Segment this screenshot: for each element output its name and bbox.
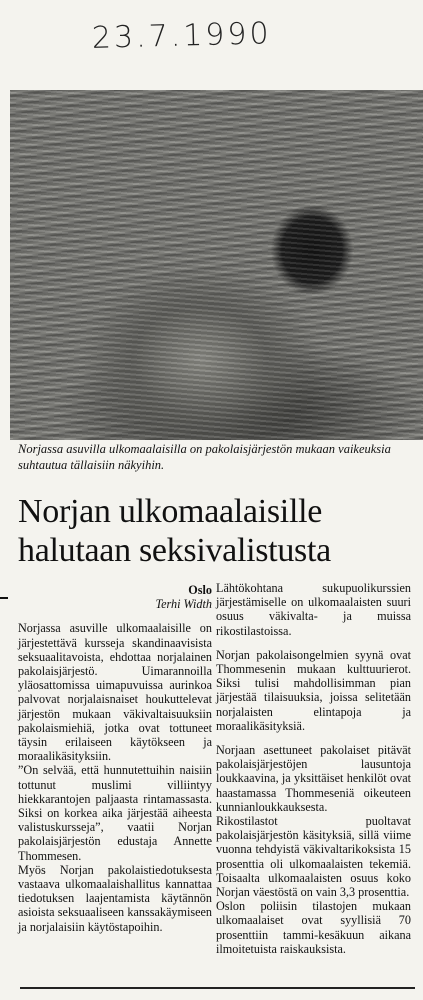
paragraph-right-1: Lähtökohtana sukupuolikurssien järjestämiselle on ulkomaalaisten suuri osuus väkivalta- ja muissa rikostilastoissa.: [216, 581, 411, 638]
article-headline: Norjan ulkomaalaisille halutaan seksivalistusta: [18, 493, 331, 569]
byline-place: Oslo: [188, 583, 212, 597]
paragraph-left-2: ”On selvää, että hunnutettuihin naisiin tottunut muslimi villiintyy hiekkarantojen paljaasta rintamassasta. Siksi on korkea aika järjestää aiheesta valistuskursseja”, vaatii Norjan pakolaisjärjestön edustaja Annette Thommesen.: [18, 763, 212, 863]
bottom-rule: [20, 987, 415, 989]
margin-rule: [0, 597, 8, 599]
photo-caption: Norjassa asuvilla ulkomaalaisilla on pakolaisjärjestön mukaan vaikeuksia suhtautua tällaisiin näkyihin.: [18, 442, 391, 472]
handwritten-date: 23.7.1990: [91, 16, 273, 56]
paragraph-right-5: Oslon poliisin tilastojen mukaan ulkomaalaiset ovat syyllisiä 70 prosenttiin tammi-kesäkuun aikana ilmoitetuista raiskauksista.: [216, 899, 411, 956]
swimmer-photo: [10, 90, 423, 440]
paragraph-right-2: Norjan pakolaisongelmien syynä ovat Thommesenin mukaan kulttuurierot. Siksi tulisi mahdollisimman pian järjestää tilaisuuksia, joissa selitetään norjalaisten elintapoja ja moraalikäsityksiä.: [216, 647, 411, 733]
article-column-left: [18, 583, 212, 934]
paragraph-left-3: Myös Norjan pakolaistiedotuksesta vastaava ulkomaalaishallitus kannattaa tiedotuksen laajentamista käytännön asioista seksuaaliseen kanssakäymiseen ja norjalaisiin käytöstapoihin.: [18, 862, 212, 934]
byline-author: Terhi Width: [155, 597, 212, 612]
paragraph-right-3: Norjaan asettuneet pakolaiset pitävät pakolaisjärjestöjen lausuntoja loukkaavina, ja yksittäiset henkilöt ovat haastamassa Thommeseniä oikeuteen kunnianloukkauksesta.: [216, 743, 411, 814]
article-column-right: [216, 581, 411, 956]
paragraph-left-1: Norjassa asuville ulkomaalaisille on järjestettävä kursseja skandinaavisista seksuaalitavoista, ehdottaa norjalainen pakolaisjärjestö. Uimarannoilla yläosattomissa uimapuvuissa aurinkoa palvovat norjalaisnaiset houkuttelevat järjestön mukaan väkivaltaisuuksiin pakolaismiehiä, jotka ovat tottuneet täysin erilaiseen käytökseen ja moraalikäsityksiin.: [18, 621, 212, 764]
water-texture: [10, 90, 423, 440]
paragraph-right-4: Rikostilastot puoltavat pakolaisjärjestön käsityksiä, sillä viime vuonna tehdyistä väkivaltarikoksista 15 prosenttia oli ulkomaalaisten tekemiä. Toisaalta ulkomaalaisten osuus koko Norjan väestöstä on vain 3,3 prosenttia.: [216, 814, 411, 900]
